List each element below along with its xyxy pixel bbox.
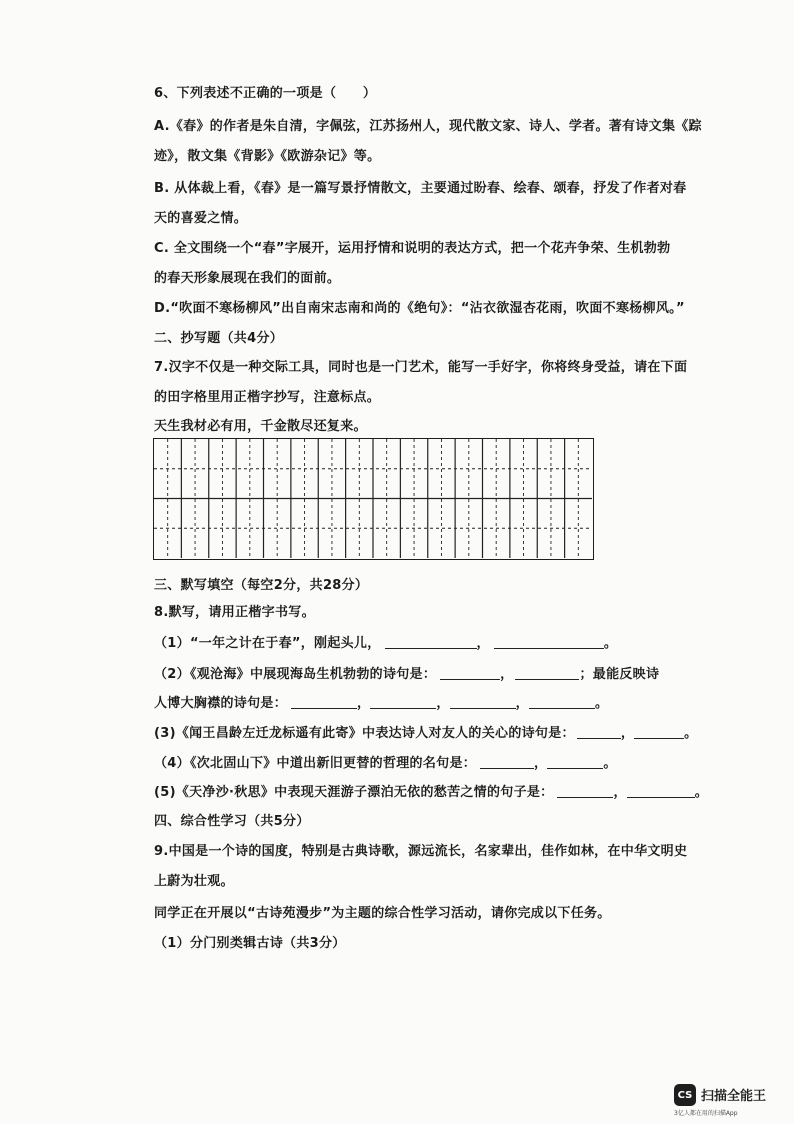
punct: 。 xyxy=(684,726,698,741)
question-9-line-1: 9.中国是一个诗的国度，特别是古典诗歌，源远流长，名家辈出，佳作如林，在中华文明史 xyxy=(154,844,688,859)
option-d-line: D.“吹面不寒杨柳风”出自南宋志南和尚的《绝句》：“沾衣欲湿杏花雨，吹面不寒杨柳风。” xyxy=(154,301,685,316)
punct: ， xyxy=(620,726,635,741)
fill-q4-text: （4）《次北固山下》中道出新旧更替的哲理的名句是： xyxy=(154,756,477,771)
fill-q3-text: (3)《闻王昌龄左迁龙标遥有此寄》中表达诗人对友人的关心的诗句是： xyxy=(154,726,575,741)
question-9-line-2: 上蔚为壮观。 xyxy=(154,874,234,889)
question-7-line-1: 7.汉字不仅是一种交际工具，同时也是一门艺术，能写一手好字，你将终身受益，请在下面 xyxy=(154,360,688,375)
section-3-heading: 三、默写填空（每空2分，共28分） xyxy=(154,578,369,593)
fill-q5 xyxy=(154,781,708,800)
fill-q1 xyxy=(154,632,617,651)
option-b-line-1: B. 从体裁上看，《春》是一篇写景抒情散文，主要通过盼春、绘春、颂春，抒发了作者对春 xyxy=(154,181,687,196)
answer-blank[interactable] xyxy=(450,696,516,709)
copy-text: 天生我材必有用，千金散尽还复来。 xyxy=(154,419,367,434)
fill-q2b-text: 人博大胸襟的诗句是： xyxy=(154,696,288,711)
tianzi-grid[interactable] xyxy=(153,438,594,560)
punct: ， xyxy=(515,696,529,711)
fill-q2 xyxy=(154,663,659,682)
answer-blank[interactable] xyxy=(529,696,595,709)
punct: ， xyxy=(500,667,514,682)
punct: ， xyxy=(613,785,627,800)
camscanner-logo-icon: CS xyxy=(674,1084,696,1106)
option-c-line-2: 的春天形象展现在我们的面前。 xyxy=(154,271,341,286)
option-c-line-1: C. 全文围绕一个“春”字展开，运用抒情和说明的表达方式，把一个花卉争荣、生机勃勃 xyxy=(154,241,671,256)
answer-blank[interactable] xyxy=(370,696,436,709)
fill-q4 xyxy=(154,752,617,771)
fill-q2-mid: ；最能反映诗 xyxy=(579,667,660,682)
option-a-line-1: A.《春》的作者是朱自清，字佩弦，江苏扬州人，现代散文家、诗人、学者。著有诗文集《踪 xyxy=(154,119,702,134)
punct: ， xyxy=(534,756,548,771)
section-2-heading: 二、抄写题（共4分） xyxy=(154,331,284,346)
answer-blank[interactable] xyxy=(634,726,684,739)
answer-blank[interactable] xyxy=(515,667,579,680)
answer-blank[interactable] xyxy=(547,756,603,769)
punct: 。 xyxy=(603,636,618,651)
watermark-title: 扫描全能王 xyxy=(701,1089,767,1104)
question-8-stem: 8.默写，请用正楷字书写。 xyxy=(154,605,315,620)
answer-blank[interactable] xyxy=(557,785,613,798)
punct: 。 xyxy=(594,696,609,711)
answer-blank[interactable] xyxy=(577,726,621,739)
option-a-line-2: 迹》，散文集《背影》《欧游杂记》等。 xyxy=(154,149,381,164)
answer-blank[interactable] xyxy=(627,785,695,798)
option-b-line-2: 天的喜爱之情。 xyxy=(154,211,248,226)
activity-intro: 同学正在开展以“古诗苑漫步”为主题的综合性学习活动，请你完成以下任务。 xyxy=(154,906,611,921)
question-7-line-2: 的田字格里用正楷字抄写，注意标点。 xyxy=(154,390,381,405)
fill-q5-text: (5)《天净沙·秋思》中表现天涯游子漂泊无依的愁苦之情的句子是： xyxy=(154,785,554,800)
answer-blank[interactable] xyxy=(291,696,357,709)
watermark-subtitle: 3亿人都在用的扫描App xyxy=(674,1110,738,1117)
punct: ， xyxy=(357,696,371,711)
answer-blank[interactable] xyxy=(494,636,604,649)
scanner-watermark xyxy=(674,1084,780,1116)
punct: 。 xyxy=(603,756,617,771)
answer-blank[interactable] xyxy=(385,636,477,649)
task-1-heading: （1）分门别类辑古诗（共3分） xyxy=(154,936,346,951)
question-6-stem: 6、下列表述不正确的一项是（ ） xyxy=(154,86,377,101)
punct: ， xyxy=(436,696,450,711)
punct: 。 xyxy=(694,785,709,800)
punct: ， xyxy=(476,636,490,651)
section-4-heading: 四、综合性学习（共5分） xyxy=(154,814,310,829)
fill-q2-text: （2）《观沧海》中展现海岛生机勃勃的诗句是： xyxy=(154,667,437,682)
fill-q2b xyxy=(154,692,608,711)
answer-blank[interactable] xyxy=(440,667,500,680)
grid-lines xyxy=(154,439,592,558)
fill-q3 xyxy=(154,722,697,741)
answer-blank[interactable] xyxy=(480,756,534,769)
fill-q1-text: （1）“一年之计在于春”，刚起头儿， xyxy=(154,636,381,651)
